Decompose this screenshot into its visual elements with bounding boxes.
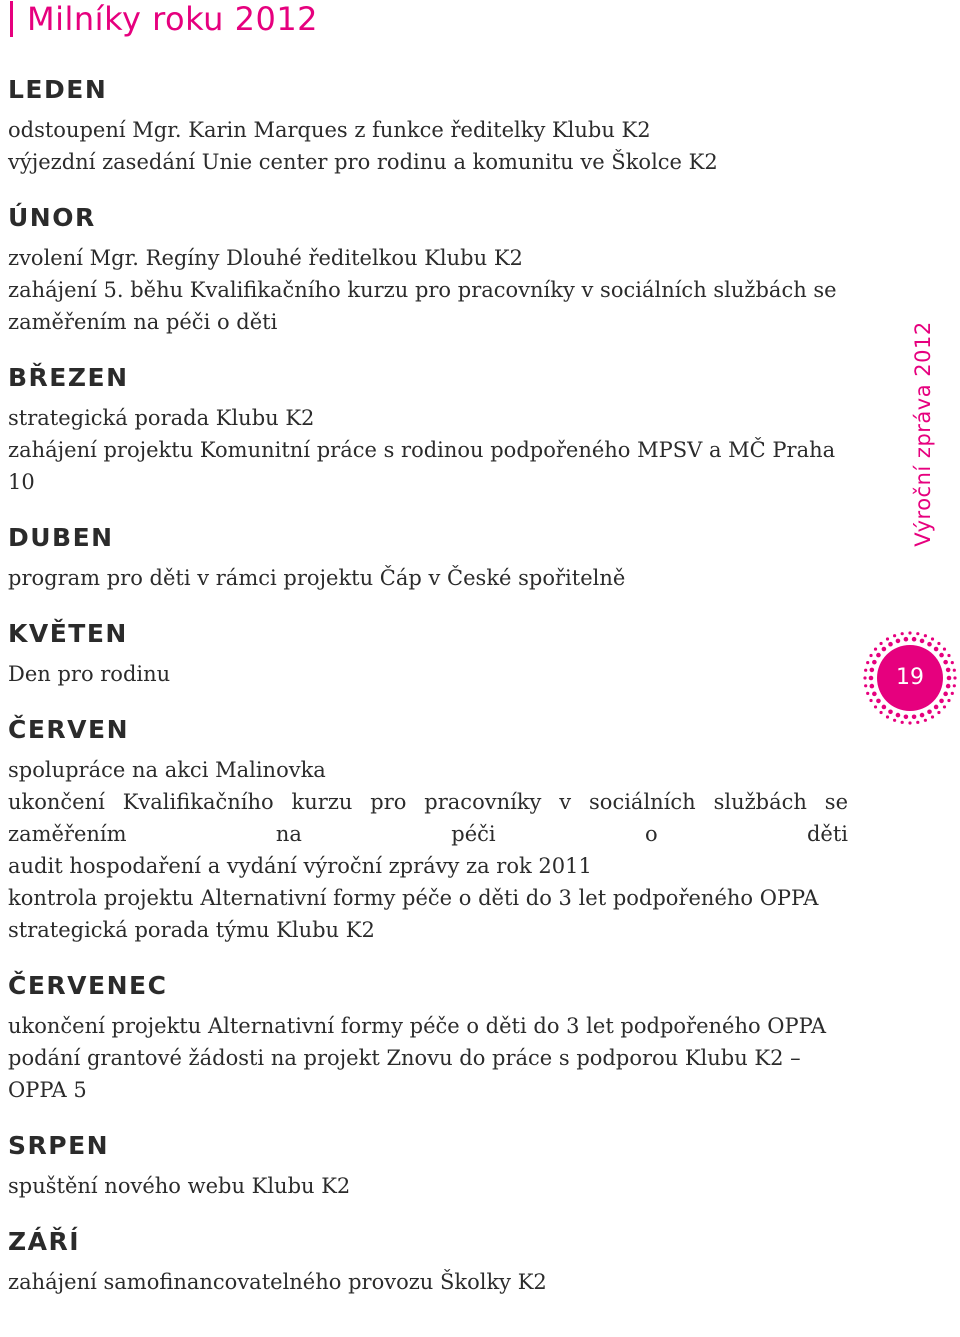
month-section-kveten bbox=[8, 616, 848, 690]
milestone-item: strategická porada Klubu K2 bbox=[8, 406, 315, 430]
milestone-item: program pro děti v rámci projektu Čáp v České spořitelně bbox=[8, 566, 626, 590]
milestone-item: kontrola projektu Alternativní formy péče o děti do 3 let podpořeného OPPA bbox=[8, 886, 819, 910]
month-section-duben bbox=[8, 520, 848, 594]
side-caption-text: Výroční zpráva 2012 bbox=[911, 321, 935, 547]
milestone-item: audit hospodaření a vydání výroční zprávy za rok 2011 bbox=[8, 854, 592, 878]
milestone-item: zahájení 5. běhu Kvalifikačního kurzu pro pracovníky v sociálních službách se zaměřením na péči o děti bbox=[8, 278, 837, 334]
milestone-item: zvolení Mgr. Regíny Dlouhé ředitelkou Klubu K2 bbox=[8, 246, 523, 270]
milestone-item: strategická porada týmu Klubu K2 bbox=[8, 918, 375, 942]
page-header bbox=[10, 2, 318, 36]
milestone-item: ukončení Kvalifikačního kurzu pro pracovníky v sociálních službách se zaměřením na péči o děti bbox=[8, 790, 848, 846]
month-heading: SRPEN bbox=[8, 1131, 110, 1160]
milestone-item: výjezdní zasedání Unie center pro rodinu a komunitu ve Školce K2 bbox=[8, 150, 718, 174]
milestone-item: zahájení samofinancovatelného provozu Školky K2 bbox=[8, 1270, 547, 1294]
month-heading: ZÁŘÍ bbox=[8, 1227, 81, 1256]
month-section-cervenec bbox=[8, 968, 848, 1106]
month-heading: ÚNOR bbox=[8, 203, 96, 232]
side-caption bbox=[905, 318, 941, 550]
milestone-item: Den pro rodinu bbox=[8, 662, 171, 686]
month-section-unor bbox=[8, 200, 848, 338]
milestone-item: odstoupení Mgr. Karin Marques z funkce ředitelky Klubu K2 bbox=[8, 118, 651, 142]
month-heading: ČERVEN bbox=[8, 715, 130, 744]
month-heading: ČERVENEC bbox=[8, 971, 168, 1000]
milestone-item: spuštění nového webu Klubu K2 bbox=[8, 1174, 351, 1198]
milestone-item: podání grantové žádosti na projekt Znovu do práce s podporou Klubu K2 – OPPA 5 bbox=[8, 1046, 801, 1102]
milestone-item: ukončení projektu Alternativní formy péče o děti do 3 let podpořeného OPPA bbox=[8, 1014, 827, 1038]
page-number: 19 bbox=[896, 665, 924, 690]
title-accent-rule bbox=[10, 1, 13, 37]
month-section-srpen bbox=[8, 1128, 848, 1202]
month-section-zari bbox=[8, 1224, 848, 1298]
milestone-item: spolupráce na akci Malinovka bbox=[8, 758, 326, 782]
month-section-leden bbox=[8, 72, 848, 178]
month-section-brezen bbox=[8, 360, 848, 498]
milestone-item: zahájení projektu Komunitní práce s rodinou podpořeného MPSV a MČ Praha 10 bbox=[8, 438, 836, 494]
month-heading: KVĚTEN bbox=[8, 619, 128, 648]
month-heading: BŘEZEN bbox=[8, 363, 129, 392]
page-number-badge bbox=[862, 630, 958, 726]
month-heading: LEDEN bbox=[8, 75, 108, 104]
page-title: Milníky roku 2012 bbox=[27, 0, 319, 38]
month-heading: DUBEN bbox=[8, 523, 114, 552]
milestones-list bbox=[8, 72, 848, 1320]
month-section-cerven bbox=[8, 712, 848, 946]
